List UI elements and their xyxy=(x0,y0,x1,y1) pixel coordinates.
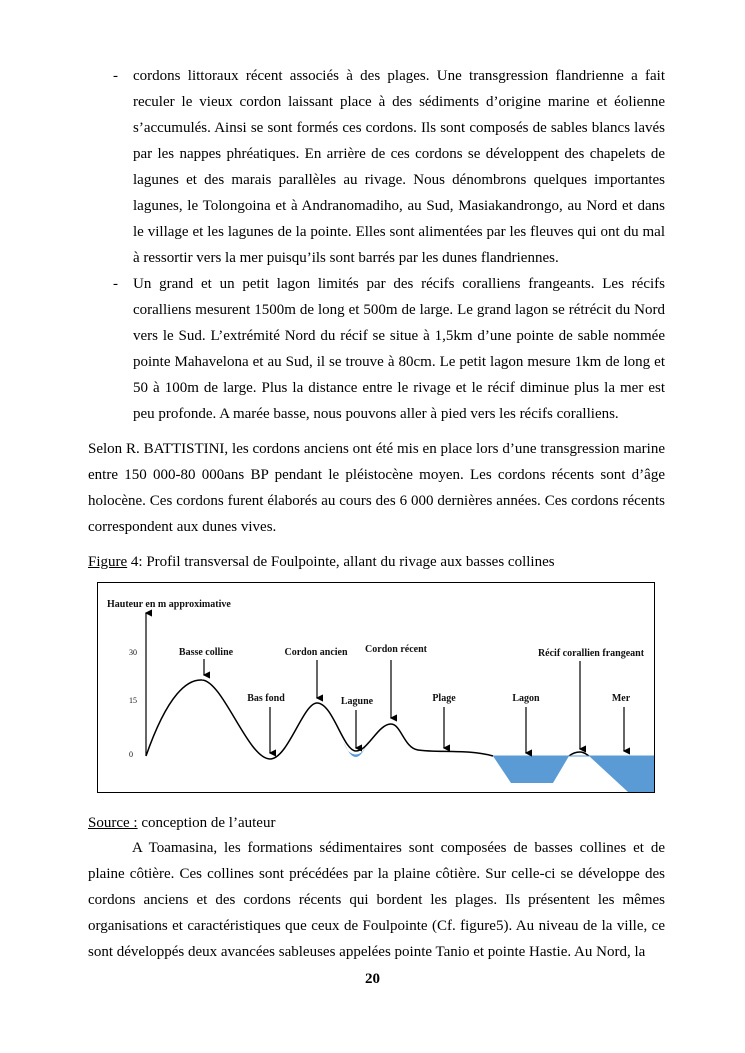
bullet-text: Un grand et un petit lagon limités par des récifs coralliens frangeants. Les récifs coralliens mesurent 1500m de long et 500m de large. Le grand lagon se rétrécit du Nord vers le Sud. L’extrémité Nord du récif se situe à 1,5km d’une pointe de sable nommée pointe Mahavelona et au Sud, il se trouve à 80cm. Le petit lagon mesure 1km de long et 50 à 100m de large. Plus la distance entre le rivage et le récif diminue plus la mer est peu profonde. A marée basse, nous pouvons aller à pied vers les récifs coralliens. xyxy=(133,276,665,422)
arrows xyxy=(204,659,624,753)
caption-label: Figure xyxy=(88,554,128,570)
water-areas xyxy=(343,741,654,792)
source-label: Source : xyxy=(88,815,138,831)
lagon-water xyxy=(493,756,569,783)
profile-figure xyxy=(97,582,655,793)
paragraph-toamasina: A Toamasina, les formations sédimentaires sont composées de basses collines et de plaine côtière. Ces collines sont précédées par la plaine côtière. Sur celle-ci se développe des cordons anciens et des cordons récents qui bordent les plages. Ils présentent les mêmes organisations et caractéristiques que ceux de Foulpointe (Cf. figure5). Au niveau de la ville, ce sont développés deux avancées sableuses appelées pointe Tanio et pointe Hastie. Au Nord, la xyxy=(88,840,665,960)
mer-water xyxy=(589,756,654,792)
profile-diagram xyxy=(98,583,654,792)
y-tick-0: 0 xyxy=(129,750,133,759)
bullet-marker: - xyxy=(113,68,118,84)
paragraph-battistini: Selon R. BATTISTINI, les cordons anciens ont été mis en place lors d’une transgression marine entre 150 000-80 000ans BP pendant le pléistocène moyen. Les cordons récents sont d’âge holocène. Ces cordons furent élaborés au cours des 6 000 dernières années. Ces cordons récents correspondent aux dunes vives. xyxy=(88,441,665,535)
label-lagune: Lagune xyxy=(340,696,374,707)
figure-source xyxy=(88,815,665,832)
terrain-profile xyxy=(146,680,589,759)
bullet-item-cordons-recents xyxy=(113,63,665,271)
label-bas-fond: Bas fond xyxy=(247,693,285,704)
label-plage: Plage xyxy=(432,693,456,704)
label-lagon: Lagon xyxy=(512,693,540,704)
label-basse-colline: Basse colline xyxy=(178,647,234,658)
label-cordon-recent: Cordon récent xyxy=(365,644,427,655)
label-cordon-ancien: Cordon ancien xyxy=(284,647,348,658)
page-number: 20 xyxy=(365,971,380,987)
y-axis-label: Hauteur en m approximative xyxy=(107,599,231,610)
y-tick-15: 15 xyxy=(129,696,137,705)
caption-text: 4: Profil transversal de Foulpointe, allant du rivage aux basses collines xyxy=(127,554,555,570)
label-recif: Récif corallien frangeant xyxy=(537,648,645,659)
source-text: conception de l’auteur xyxy=(137,815,276,831)
label-mer: Mer xyxy=(611,693,631,704)
y-tick-30: 30 xyxy=(129,648,137,657)
bullet-item-lagons xyxy=(113,271,665,427)
bullet-text: cordons littoraux récent associés à des plages. Une transgression flandrienne a fait reculer le vieux cordon laissant place à des sédiments d’origine marine et éolienne s’accumulés. Ainsi se sont formés ces cordons. Ils sont composés de sables blancs lavés par les nappes phréatiques. En arrière de ces cordons se développent des chapelets de lagunes et des marais parallèles au rivage. Nous dénombrons quelques importantes lagunes, le Tolongoina et à Andranomadiho, au Sud, Masiakandrongo, au Nord et dans le village et les lagunes de la pointe. Elles sont alimentées par les fleuves qui ont du mal à ressortir vers la mer puisqu’ils sont barrés par les dunes flandriennes. xyxy=(133,68,665,266)
figure-caption xyxy=(88,554,665,571)
bullet-marker: - xyxy=(113,276,118,292)
